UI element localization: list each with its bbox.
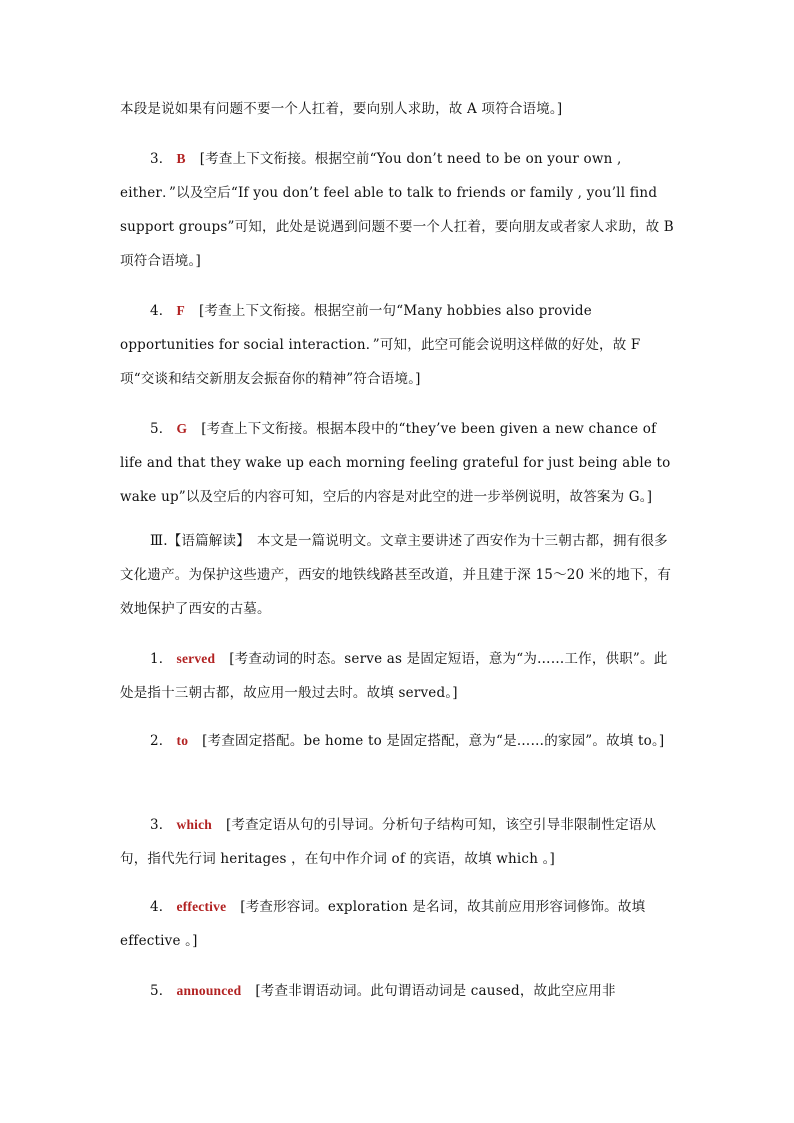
explanation-text: [考查上下文衔接。根据空前“You don’t need to be on your own , either．”以及空后“If you don’t feel able to talk to friends or family , you’ll find support groups”可知，此处是说遇到问题不要一个人扛着，要向朋友或者家人求助，故 B 项符合语境。] xyxy=(120,151,674,269)
explanation-text: [考查定语从句的引导词。分析句子结构可知，该空引导非限制性定语从句，指代先行词 heritages ，在句中作介词 of 的宾语，故填 which 。] xyxy=(120,817,657,867)
paragraph-text: 本段是说如果有问题不要一个人扛着，要向别人求助，故 A 项符合语境。] xyxy=(120,101,563,117)
answer-key: F xyxy=(176,303,185,318)
answer-key: to xyxy=(176,733,189,748)
answer-item-3-b xyxy=(120,142,676,278)
answer-key: served xyxy=(176,651,216,666)
answer-item-1-served xyxy=(120,642,676,710)
explanation-text: [考查动词的时态。serve as 是固定短语，意为“为……工作，供职”。此处是指十三朝古都，故应用一般过去时。故填 served。] xyxy=(120,651,668,701)
explanation-text: [考查形容词。exploration 是名词，故其前应用形容词修饰。故填 effective 。] xyxy=(120,899,646,949)
item-number: 5． xyxy=(150,983,173,999)
answer-key: announced xyxy=(176,983,242,998)
answer-key: B xyxy=(176,151,186,166)
answer-item-2-to xyxy=(120,724,676,758)
item-number: 3． xyxy=(150,817,173,833)
item-number: 1． xyxy=(150,651,173,667)
item-number: 4． xyxy=(150,303,173,319)
answer-key: effective xyxy=(176,899,227,914)
explanation-text: [考查上下文衔接。根据空前一句“Many hobbies also provide opportunities for social interaction．”可知，此空可能会说明这样做的好处，故 F 项“交谈和结交新朋友会振奋你的精神”符合语境。] xyxy=(120,303,641,387)
answer-item-4-f xyxy=(120,294,676,396)
interpretation-text: Ⅲ.【语篇解读】 本文是一篇说明文。文章主要讲述了西安作为十三朝古都，拥有很多文化遗产。为保护这些遗产，西安的地铁线路甚至改道，并且建于深 15～20 米的地下，有效地保护了西安的古墓。 xyxy=(120,533,672,617)
passage-interpretation xyxy=(120,524,676,626)
answer-key: G xyxy=(176,421,188,436)
explanation-text: [考查上下文衔接。根据本段中的“they’ve been given a new chance of life and that they wake up each morning feeling grateful for just being able to wake up”以及空后的内容可知，空后的内容是对此空的进一步举例说明，故答案为 G。] xyxy=(120,421,671,505)
item-number: 4． xyxy=(150,899,173,915)
explanation-text: [考查非谓语动词。此句谓语动词是 caused，故此空应用非 xyxy=(255,983,616,999)
item-number: 2． xyxy=(150,733,173,749)
answer-item-5-g xyxy=(120,412,676,514)
paragraph-continuation xyxy=(120,92,676,126)
answer-item-3-which xyxy=(120,808,676,876)
item-number: 5． xyxy=(150,421,173,437)
answer-item-5-announced xyxy=(120,974,676,1008)
answer-item-4-effective xyxy=(120,890,676,958)
explanation-text: [考查固定搭配。be home to 是固定搭配，意为“是……的家园”。故填 to。] xyxy=(202,733,665,749)
answer-key: which xyxy=(176,817,213,832)
item-number: 3． xyxy=(150,151,173,167)
